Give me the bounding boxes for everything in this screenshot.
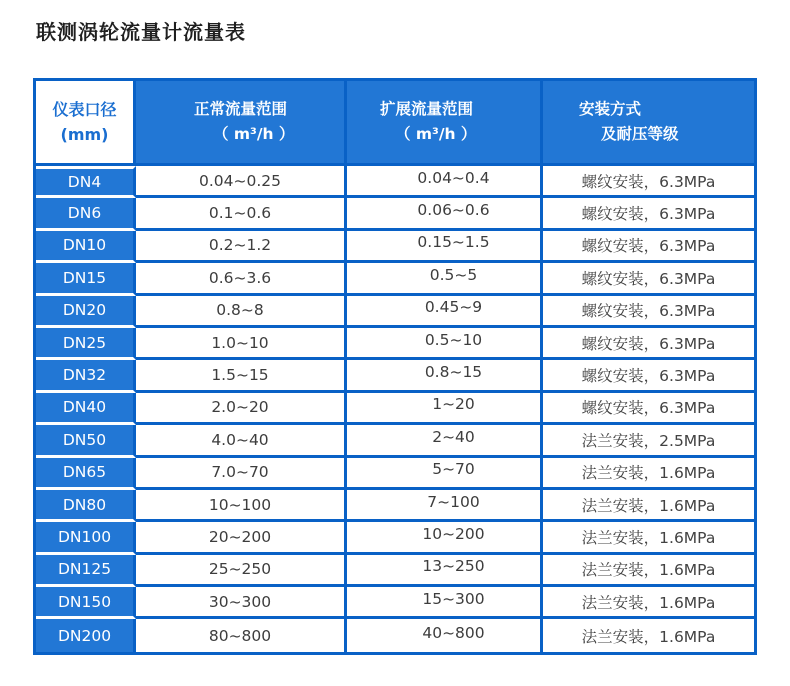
row-diameter: DN32: [36, 360, 136, 392]
row-normal-range: 0.1~0.6: [136, 198, 347, 230]
row-normal-range: 0.6~3.6: [136, 263, 347, 295]
row-installation: 法兰安装，1.6MPa: [543, 555, 754, 587]
row-extended-range: 0.8~15: [347, 360, 543, 392]
header-extended-range-line1: 扩展流量范围: [380, 100, 474, 118]
row-normal-range: 0.04~0.25: [136, 166, 347, 198]
row-normal-range: 7.0~70: [136, 458, 347, 490]
header-cell-extended-range: [347, 81, 543, 166]
row-diameter: DN80: [36, 490, 136, 522]
header-cell-normal-range: [136, 81, 347, 166]
header-installation-line1: 安装方式: [579, 100, 642, 118]
row-extended-range: 7~100: [347, 490, 543, 522]
header-cell-diameter: [36, 81, 136, 166]
row-extended-range: 0.06~0.6: [347, 198, 543, 230]
row-installation: 法兰安装，1.6MPa: [543, 587, 754, 619]
header-installation-line2: 及耐压等级: [601, 125, 679, 143]
flow-table: [33, 78, 757, 655]
row-diameter: DN50: [36, 425, 136, 457]
row-installation: 螺纹安装，6.3MPa: [543, 296, 754, 328]
row-diameter: DN150: [36, 587, 136, 619]
header-extended-range-line2: （ m³/h ）: [395, 125, 477, 143]
row-diameter: DN6: [36, 198, 136, 230]
row-installation: 螺纹安装，6.3MPa: [543, 360, 754, 392]
header-cell-installation: [543, 81, 754, 166]
row-extended-range: 0.15~1.5: [347, 231, 543, 263]
row-normal-range: 2.0~20: [136, 393, 347, 425]
row-normal-range: 0.2~1.2: [136, 231, 347, 263]
header-diameter-line1: 仪表口径: [52, 100, 117, 119]
header-diameter-line2: (mm): [60, 125, 109, 144]
row-installation: 螺纹安装，6.3MPa: [543, 328, 754, 360]
row-diameter: DN100: [36, 522, 136, 554]
row-diameter: DN10: [36, 231, 136, 263]
row-extended-range: 13~250: [347, 555, 543, 587]
row-diameter: DN200: [36, 619, 136, 651]
row-installation: 法兰安装，1.6MPa: [543, 522, 754, 554]
row-extended-range: 0.04~0.4: [347, 166, 543, 198]
row-diameter: DN65: [36, 458, 136, 490]
row-extended-range: 40~800: [347, 619, 543, 651]
row-normal-range: 80~800: [136, 619, 347, 651]
row-extended-range: 2~40: [347, 425, 543, 457]
row-diameter: DN15: [36, 263, 136, 295]
row-normal-range: 1.0~10: [136, 328, 347, 360]
row-installation: 法兰安装，1.6MPa: [543, 458, 754, 490]
row-extended-range: 10~200: [347, 522, 543, 554]
row-normal-range: 25~250: [136, 555, 347, 587]
row-installation: 法兰安装，1.6MPa: [543, 619, 754, 651]
row-extended-range: 0.5~10: [347, 328, 543, 360]
row-diameter: DN40: [36, 393, 136, 425]
row-normal-range: 0.8~8: [136, 296, 347, 328]
row-extended-range: 0.45~9: [347, 296, 543, 328]
row-extended-range: 5~70: [347, 458, 543, 490]
page-title: 联测涡轮流量计流量表: [36, 20, 246, 44]
row-diameter: DN125: [36, 555, 136, 587]
row-extended-range: 1~20: [347, 393, 543, 425]
row-extended-range: 15~300: [347, 587, 543, 619]
row-installation: 螺纹安装，6.3MPa: [543, 231, 754, 263]
header-normal-range-line2: （ m³/h ）: [213, 125, 295, 143]
row-normal-range: 30~300: [136, 587, 347, 619]
row-installation: 法兰安装，2.5MPa: [543, 425, 754, 457]
row-normal-range: 4.0~40: [136, 425, 347, 457]
row-installation: 螺纹安装，6.3MPa: [543, 198, 754, 230]
row-normal-range: 1.5~15: [136, 360, 347, 392]
row-installation: 螺纹安装，6.3MPa: [543, 263, 754, 295]
row-installation: 螺纹安装，6.3MPa: [543, 166, 754, 198]
row-diameter: DN4: [36, 166, 136, 198]
row-normal-range: 20~200: [136, 522, 347, 554]
row-installation: 法兰安装，1.6MPa: [543, 490, 754, 522]
row-installation: 螺纹安装，6.3MPa: [543, 393, 754, 425]
row-diameter: DN25: [36, 328, 136, 360]
header-normal-range-line1: 正常流量范围: [194, 100, 288, 118]
row-diameter: DN20: [36, 296, 136, 328]
row-normal-range: 10~100: [136, 490, 347, 522]
row-extended-range: 0.5~5: [347, 263, 543, 295]
